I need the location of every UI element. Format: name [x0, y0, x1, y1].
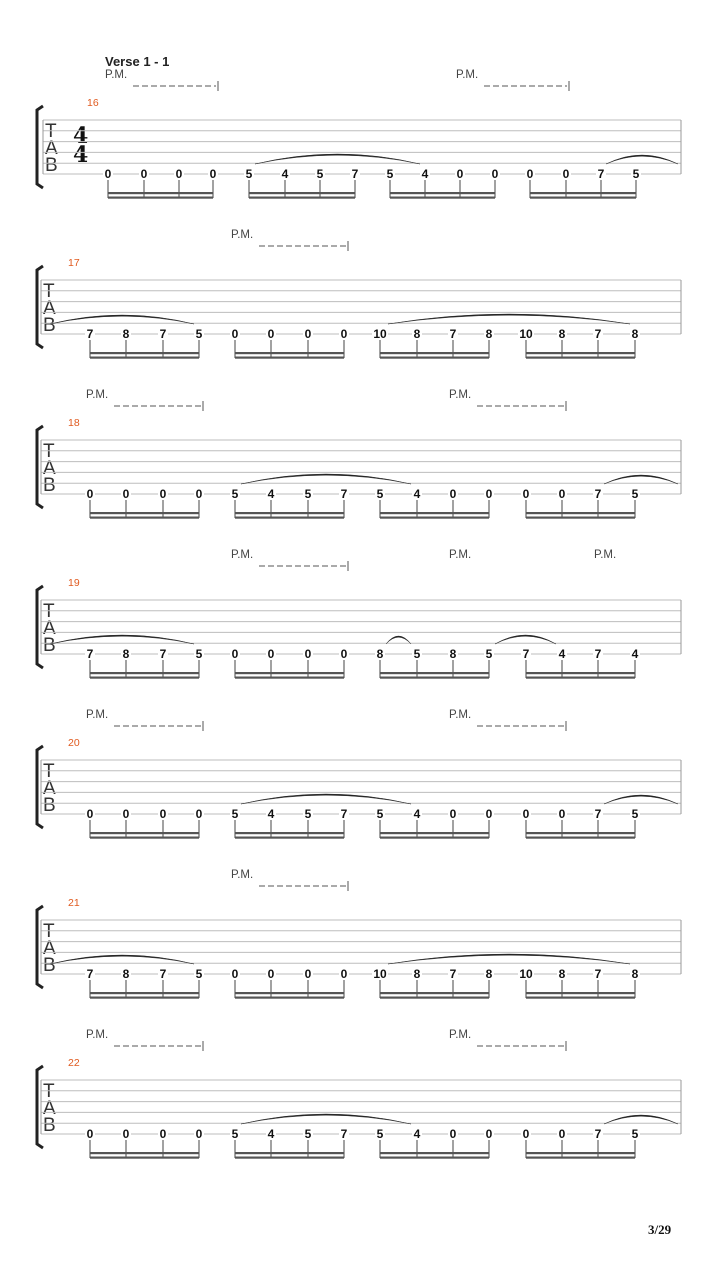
fret-number: 0: [456, 167, 464, 181]
tab-clef-letter: T: [43, 441, 55, 462]
beam-primary: [90, 1152, 199, 1154]
palm-mute-label: P.M.: [86, 1029, 109, 1041]
fret-number: 10: [519, 967, 533, 981]
fret-number: 8: [413, 967, 421, 981]
fret-number: 5: [631, 487, 639, 501]
fret-number: 0: [449, 487, 457, 501]
beam-primary: [90, 352, 199, 354]
fret-number: 10: [519, 327, 533, 341]
fret-number: 0: [122, 1127, 130, 1141]
fret-number: 0: [449, 1127, 457, 1141]
palm-mute-label: P.M.: [231, 229, 254, 241]
beam-secondary: [90, 677, 199, 679]
fret-number: 8: [485, 967, 493, 981]
palm-mute-label: P.M.: [449, 549, 472, 561]
fret-number: 5: [485, 647, 493, 661]
tab-clef-letter: T: [43, 1081, 55, 1102]
fret-number: 5: [413, 647, 421, 661]
fret-number: 5: [195, 327, 203, 341]
tab-staff: [0, 400, 720, 560]
tab-clef-letter: A: [43, 1098, 56, 1119]
fret-number: 8: [122, 327, 130, 341]
measure-number: 21: [68, 897, 80, 909]
system-bracket: [37, 266, 43, 348]
fret-number: 7: [594, 647, 602, 661]
fret-number: 5: [245, 167, 253, 181]
beam-secondary: [530, 197, 636, 199]
beam-secondary: [235, 997, 344, 999]
fret-number: 5: [631, 1127, 639, 1141]
beam-secondary: [526, 677, 635, 679]
fret-number: 8: [449, 647, 457, 661]
fret-number: 4: [413, 1127, 421, 1141]
beam-primary: [235, 512, 344, 514]
fret-number: 0: [522, 1127, 530, 1141]
fret-number: 0: [231, 327, 239, 341]
fret-number: 0: [558, 807, 566, 821]
tab-clef-letter: T: [43, 921, 55, 942]
beam-secondary: [380, 997, 489, 999]
fret-number: 0: [449, 807, 457, 821]
tie-arc: [388, 314, 630, 324]
fret-number: 7: [522, 647, 530, 661]
fret-number: 7: [86, 647, 94, 661]
fret-number: 4: [421, 167, 429, 181]
fret-number: 7: [597, 167, 605, 181]
beam-primary: [526, 1152, 635, 1154]
tie-arc: [241, 474, 411, 484]
fret-number: 4: [413, 807, 421, 821]
beam-secondary: [380, 1157, 489, 1159]
system-bracket: [37, 586, 43, 668]
fret-number: 0: [485, 1127, 493, 1141]
fret-number: 0: [122, 487, 130, 501]
fret-number: 5: [632, 167, 640, 181]
fret-number: 4: [281, 167, 289, 181]
beam-primary: [380, 1152, 489, 1154]
beam-primary: [90, 832, 199, 834]
tie-arc: [604, 795, 678, 804]
tab-clef-letter: A: [43, 938, 56, 959]
tab-staff: [0, 1040, 720, 1200]
fret-number: 10: [373, 327, 387, 341]
tie-arc: [241, 1114, 411, 1124]
fret-number: 5: [386, 167, 394, 181]
fret-number: 0: [304, 647, 312, 661]
fret-number: 0: [340, 967, 348, 981]
tie-arc: [604, 1115, 678, 1124]
fret-number: 8: [558, 327, 566, 341]
fret-number: 8: [122, 967, 130, 981]
fret-number: 7: [340, 487, 348, 501]
measure-number: 16: [87, 97, 99, 109]
tie-arc: [388, 954, 630, 964]
palm-mute-label: P.M.: [449, 1029, 472, 1041]
palm-mute-label: P.M.: [594, 549, 617, 561]
beam-primary: [235, 352, 344, 354]
measure-number: 20: [68, 737, 80, 749]
beam-secondary: [380, 837, 489, 839]
fret-number: 5: [231, 487, 239, 501]
system-bracket: [37, 426, 43, 508]
palm-mute-label: P.M.: [86, 389, 109, 401]
palm-mute-label: P.M.: [231, 549, 254, 561]
fret-number: 8: [413, 327, 421, 341]
page-number: 3/29: [648, 1222, 672, 1237]
fret-number: 4: [413, 487, 421, 501]
fret-number: 7: [594, 327, 602, 341]
fret-number: 8: [485, 327, 493, 341]
beam-secondary: [235, 837, 344, 839]
fret-number: 7: [159, 967, 167, 981]
fret-number: 0: [231, 967, 239, 981]
beam-secondary: [249, 197, 355, 199]
fret-number: 0: [195, 1127, 203, 1141]
beam-secondary: [90, 1157, 199, 1159]
tie-arc: [604, 475, 678, 484]
fret-number: 0: [485, 487, 493, 501]
fret-number: 5: [316, 167, 324, 181]
fret-number: 0: [231, 647, 239, 661]
tab-clef-letter: T: [43, 281, 55, 302]
beam-primary: [90, 672, 199, 674]
tab-clef-letter: A: [43, 778, 56, 799]
beam-primary: [526, 352, 635, 354]
tie-arc: [50, 955, 194, 964]
measure-number: 18: [68, 417, 80, 429]
beam-primary: [235, 672, 344, 674]
beam-primary: [235, 992, 344, 994]
beam-secondary: [90, 837, 199, 839]
fret-number: 7: [159, 327, 167, 341]
fret-number: 0: [522, 487, 530, 501]
fret-number: 0: [340, 647, 348, 661]
fret-number: 7: [594, 807, 602, 821]
beam-secondary: [380, 517, 489, 519]
fret-number: 0: [159, 807, 167, 821]
tab-clef-letter: T: [43, 761, 55, 782]
beam-secondary: [108, 197, 213, 199]
tie-arc: [495, 635, 556, 644]
measure-number: 22: [68, 1057, 80, 1069]
tab-clef-letter: B: [43, 635, 56, 656]
tab-clef-letter: T: [45, 121, 57, 142]
fret-number: 0: [159, 1127, 167, 1141]
beam-primary: [390, 192, 495, 194]
fret-number: 0: [86, 487, 94, 501]
fret-number: 0: [558, 487, 566, 501]
fret-number: 0: [209, 167, 217, 181]
beam-secondary: [90, 517, 199, 519]
fret-number: 7: [594, 967, 602, 981]
beam-primary: [249, 192, 355, 194]
fret-number: 0: [104, 167, 112, 181]
system-bracket: [37, 746, 43, 828]
fret-number: 0: [86, 807, 94, 821]
fret-number: 4: [267, 1127, 275, 1141]
tab-staff: [0, 80, 720, 240]
fret-number: 0: [122, 807, 130, 821]
beam-secondary: [526, 517, 635, 519]
fret-number: 5: [376, 487, 384, 501]
beam-primary: [380, 672, 489, 674]
tab-staff: [0, 240, 720, 400]
fret-number: 0: [562, 167, 570, 181]
tab-staff: [0, 720, 720, 880]
tab-clef-letter: A: [43, 458, 56, 479]
system-bracket: [37, 1066, 43, 1148]
fret-number: 0: [140, 167, 148, 181]
fret-number: 0: [267, 327, 275, 341]
tab-clef-letter: T: [43, 601, 55, 622]
palm-mute-label: P.M.: [449, 709, 472, 721]
tab-clef-letter: B: [43, 955, 56, 976]
fret-number: 5: [231, 807, 239, 821]
fret-number: 0: [340, 327, 348, 341]
beam-secondary: [235, 1157, 344, 1159]
beam-primary: [526, 832, 635, 834]
beam-primary: [90, 512, 199, 514]
beam-primary: [380, 512, 489, 514]
fret-number: 10: [373, 967, 387, 981]
tie-arc: [50, 635, 194, 644]
palm-mute-label: P.M.: [231, 869, 254, 881]
fret-number: 0: [522, 807, 530, 821]
fret-number: 5: [195, 647, 203, 661]
fret-number: 8: [376, 647, 384, 661]
beam-secondary: [390, 197, 495, 199]
tab-clef-letter: A: [43, 618, 56, 639]
beam-primary: [380, 832, 489, 834]
tab-staff: [0, 880, 720, 1040]
beam-secondary: [235, 517, 344, 519]
fret-number: 5: [231, 1127, 239, 1141]
beam-secondary: [380, 677, 489, 679]
fret-number: 0: [491, 167, 499, 181]
fret-number: 4: [267, 487, 275, 501]
tab-staff: [0, 560, 720, 720]
fret-number: 5: [376, 1127, 384, 1141]
fret-number: 8: [122, 647, 130, 661]
fret-number: 5: [304, 487, 312, 501]
fret-number: 7: [340, 1127, 348, 1141]
tab-clef-letter: B: [43, 315, 56, 336]
time-signature-digit: 4: [73, 142, 89, 168]
fret-number: 5: [304, 807, 312, 821]
palm-mute-label: P.M.: [456, 69, 479, 81]
fret-number: 7: [594, 487, 602, 501]
fret-number: 0: [86, 1127, 94, 1141]
tab-clef-letter: B: [43, 1115, 56, 1136]
fret-number: 0: [175, 167, 183, 181]
fret-number: 7: [340, 807, 348, 821]
fret-number: 8: [631, 327, 639, 341]
beam-primary: [380, 352, 489, 354]
fret-number: 4: [558, 647, 566, 661]
tie-arc: [606, 155, 678, 164]
beam-secondary: [235, 357, 344, 359]
tab-clef-letter: A: [43, 298, 56, 319]
beam-primary: [235, 832, 344, 834]
time-signature-digit: 4: [73, 123, 89, 149]
beam-secondary: [90, 357, 199, 359]
fret-number: 0: [267, 967, 275, 981]
fret-number: 7: [449, 327, 457, 341]
beam-secondary: [526, 837, 635, 839]
beam-secondary: [235, 677, 344, 679]
tab-clef-letter: B: [43, 795, 56, 816]
beam-secondary: [526, 357, 635, 359]
beam-primary: [526, 512, 635, 514]
fret-number: 0: [558, 1127, 566, 1141]
fret-number: 5: [304, 1127, 312, 1141]
fret-number: 4: [267, 807, 275, 821]
fret-number: 5: [631, 807, 639, 821]
beam-primary: [380, 992, 489, 994]
fret-number: 0: [304, 327, 312, 341]
fret-number: 0: [304, 967, 312, 981]
measure-number: 17: [68, 257, 80, 269]
tie-arc: [50, 315, 194, 324]
tie-arc: [241, 794, 411, 804]
fret-number: 0: [485, 807, 493, 821]
fret-number: 7: [594, 1127, 602, 1141]
fret-number: 4: [631, 647, 639, 661]
fret-number: 0: [195, 487, 203, 501]
fret-number: 5: [376, 807, 384, 821]
fret-number: 8: [631, 967, 639, 981]
fret-number: 7: [86, 327, 94, 341]
tab-clef-letter: A: [45, 138, 58, 159]
fret-number: 0: [267, 647, 275, 661]
system-bracket: [37, 106, 43, 188]
fret-number: 0: [159, 487, 167, 501]
fret-number: 0: [526, 167, 534, 181]
beam-primary: [530, 192, 636, 194]
beam-primary: [108, 192, 213, 194]
beam-secondary: [526, 997, 635, 999]
fret-number: 7: [159, 647, 167, 661]
section-title: Verse 1 - 1: [105, 54, 170, 69]
system-bracket: [37, 906, 43, 988]
beam-primary: [90, 992, 199, 994]
palm-mute-label: P.M.: [449, 389, 472, 401]
fret-number: 0: [195, 807, 203, 821]
palm-mute-label: P.M.: [86, 709, 109, 721]
tab-clef-letter: B: [45, 155, 58, 176]
tie-arc: [255, 154, 420, 164]
fret-number: 8: [558, 967, 566, 981]
measure-number: 19: [68, 577, 80, 589]
fret-number: 7: [449, 967, 457, 981]
beam-primary: [235, 1152, 344, 1154]
fret-number: 7: [86, 967, 94, 981]
fret-number: 5: [195, 967, 203, 981]
beam-primary: [526, 992, 635, 994]
palm-mute-label: P.M.: [105, 69, 128, 81]
beam-primary: [526, 672, 635, 674]
beam-secondary: [90, 997, 199, 999]
beam-secondary: [380, 357, 489, 359]
tab-clef-letter: B: [43, 475, 56, 496]
fret-number: 7: [351, 167, 359, 181]
beam-secondary: [526, 1157, 635, 1159]
